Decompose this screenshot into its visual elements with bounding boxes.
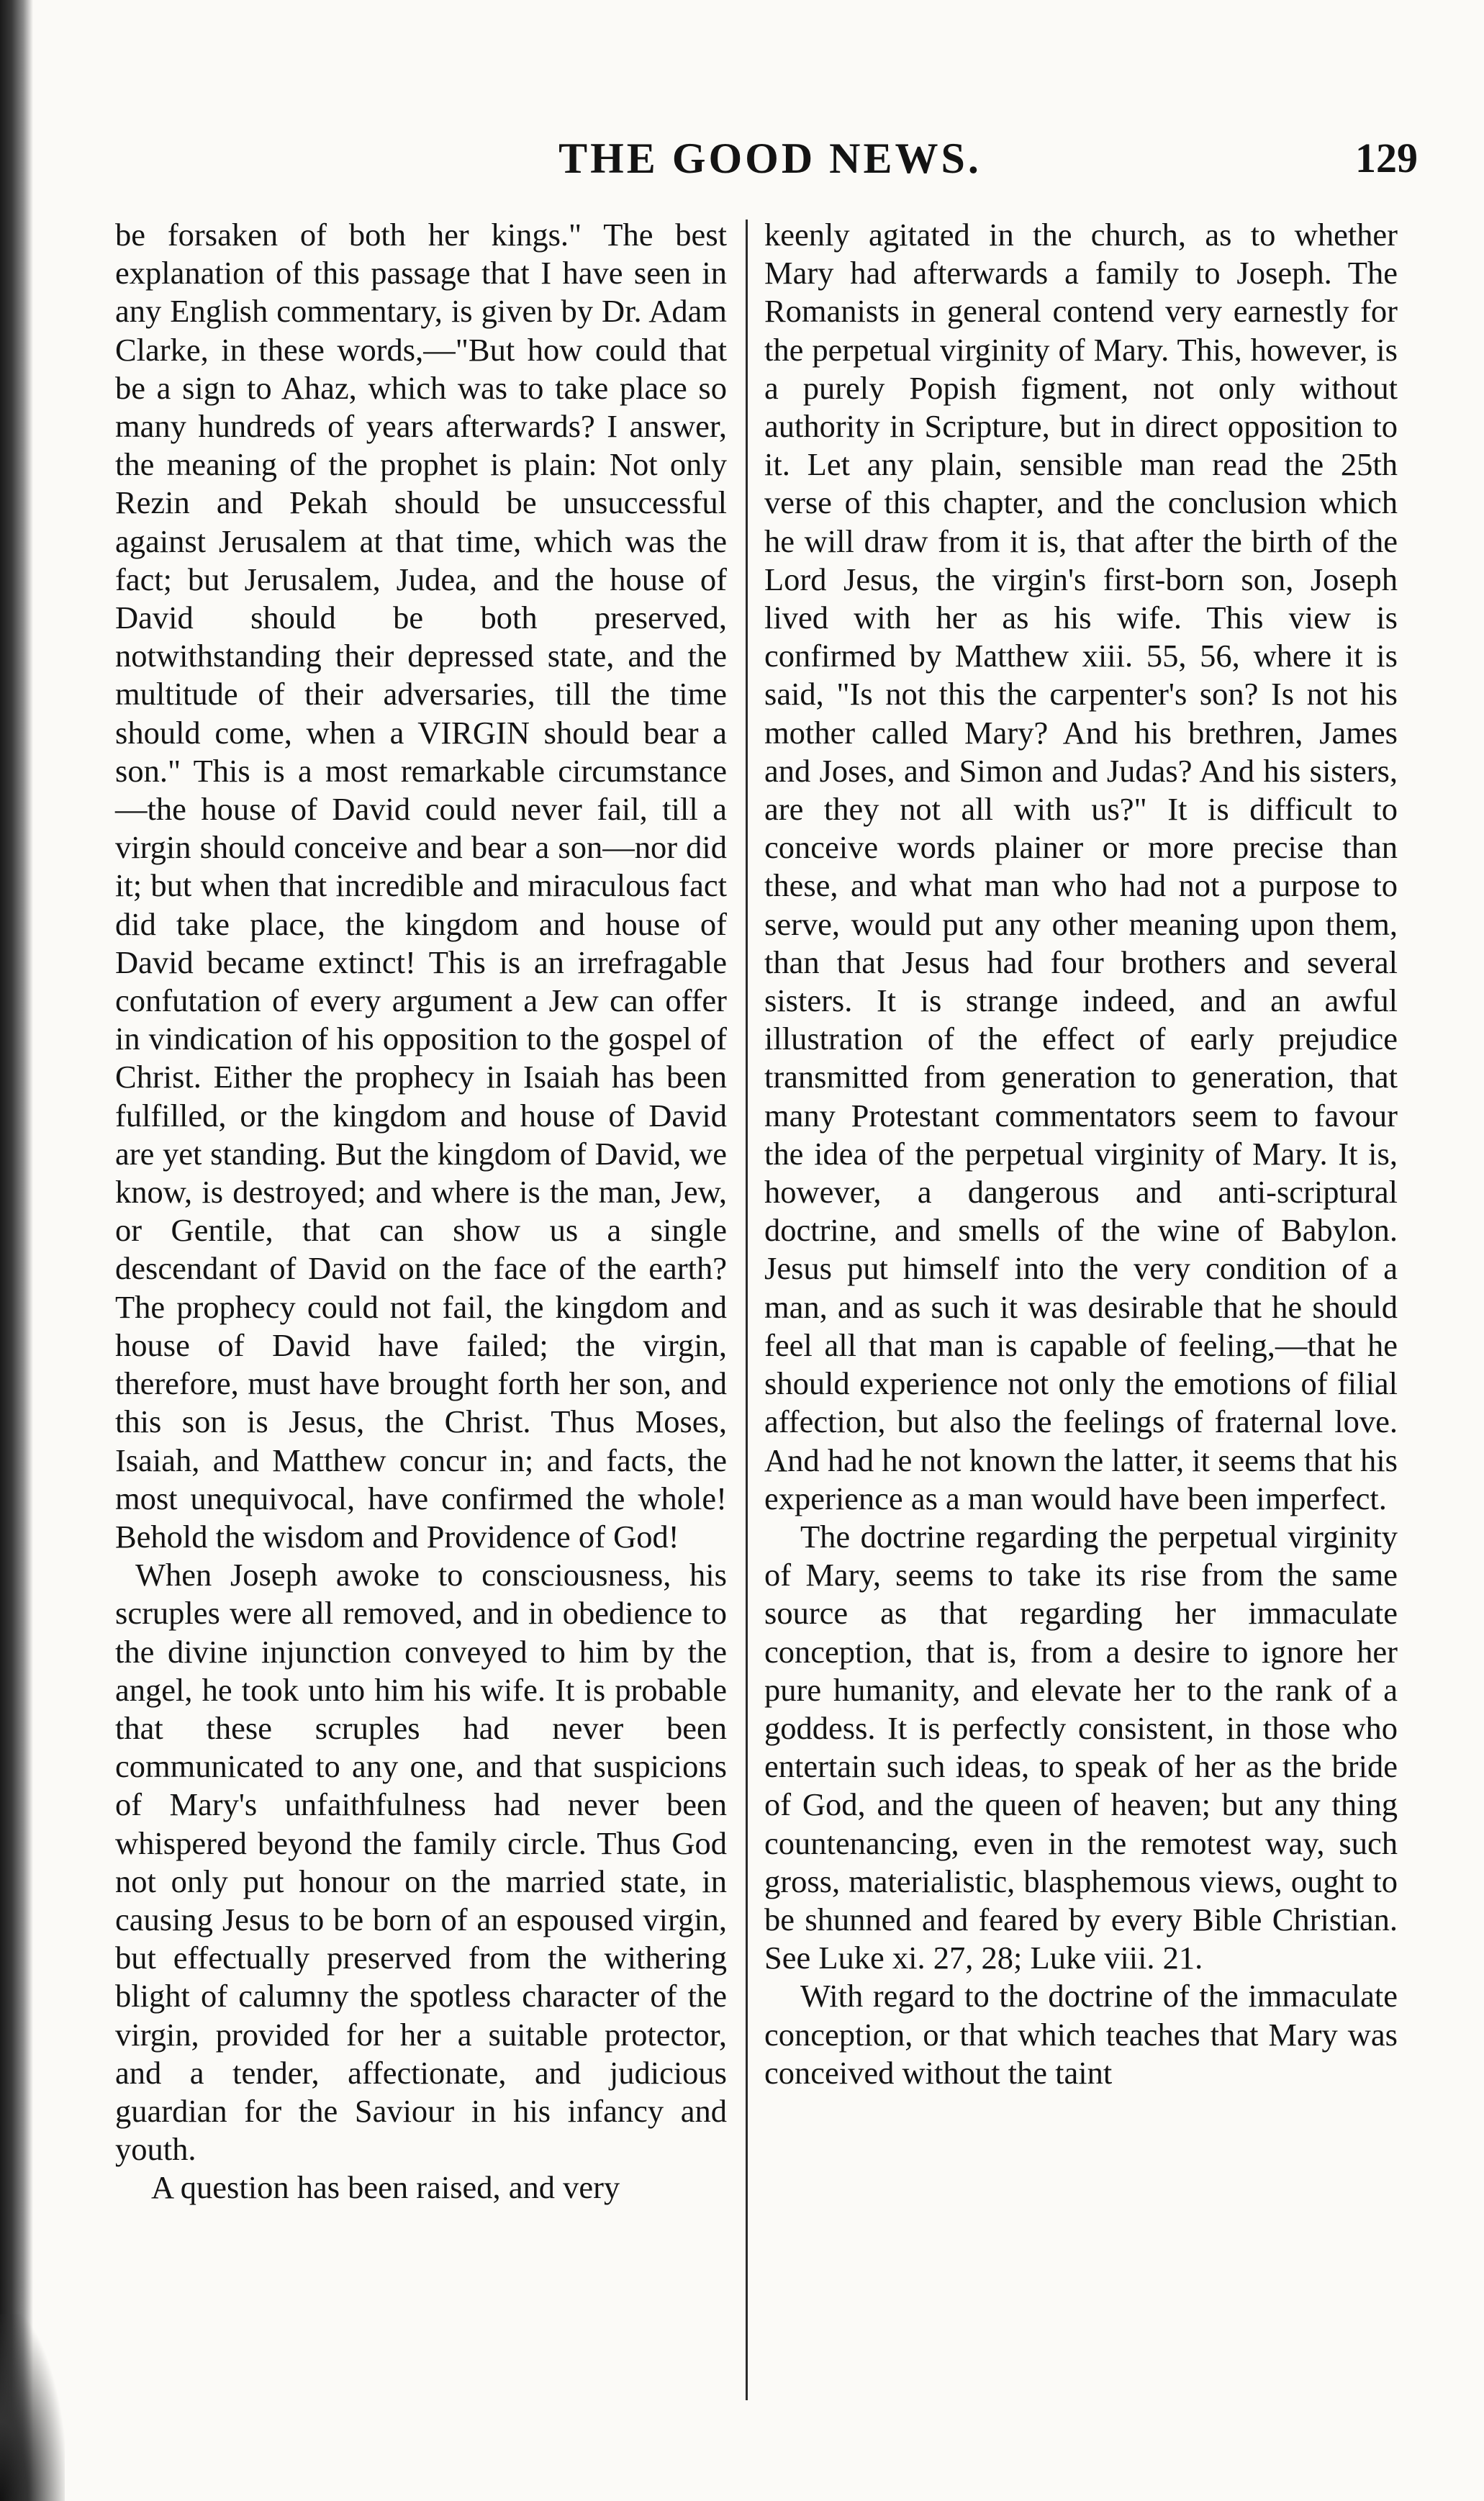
page-number: 129: [1355, 135, 1418, 181]
paragraph: The doctrine regarding the perpetual virginity of Mary, seems to take its rise from the same source as that regarding her immaculate conception, that is, from a desire to ignore her pure humanity, and elevate her to the rank of a goddess. It is perfectly consistent, in those who entertain such ideas, to speak of her as the bride of God, and the queen of heaven; but any thing countenancing, even in the remotest way, such gross, materialistic, blasphemous views, ought to be shunned and feared by every Bible Christian. See Luke xi. 27, 28; Luke viii. 21.: [764, 1518, 1398, 1976]
running-title: THE GOOD NEWS.: [558, 135, 982, 182]
page-header: [108, 134, 1432, 191]
column-divider: [746, 220, 748, 2400]
left-column: [115, 216, 727, 2375]
paragraph: With regard to the doctrine of the immaculate conception, or that which teaches that Mary was conceived without the taint: [764, 1978, 1398, 2091]
page-binding-shadow: [0, 0, 33, 2501]
page-corner-shadow: [0, 2314, 65, 2501]
paragraph: keenly agitated in the church, as to whether Mary had afterwards a family to Joseph. The Romanists in general contend very earnestly for the perpetual virginity of Mary. This, however, is a purely Popish figment, not only without authority in Scripture, but in direct opposition to it. Let any plain, sensible man read the 25th verse of this chapter, and the conclusion which he will draw from it is, that after the birth of the Lord Jesus, the virgin's first-born son, Joseph lived with her as his wife. This view is confirmed by Matthew xiii. 55, 56, where it is said, "Is not this the carpenter's son? Is not his mother called Mary? And his brethren, James and Joses, and Simon and Judas? And his sisters, are they not all with us?" It is difficult to conceive words plainer or more precise than these, and what man who had not a purpose to serve, would put any other meaning upon them, than that Jesus had four brothers and several sisters. It is strange indeed, and an awful illustration of the effect of early prejudice transmitted from generation to generation, that many Protestant commentators seem to favour the idea of the perpetual virginity of Mary. It is, however, a dangerous and anti-scriptural doctrine, and smells of the wine of Babylon. Jesus put himself into the very condition of a man, and as such it was desirable that he should feel all that man is capable of feeling,—that he should experience not only the emotions of filial affection, but also the feelings of fraternal love. And had he not known the latter, it seems that his experience as a man would have been imperfect.: [764, 217, 1398, 1516]
paragraph: When Joseph awoke to consciousness, his scruples were all removed, and in obedience to the divine injunction conveyed to him by the angel, he took unto him his wife. It is probable that these scruples had never been communicated to any one, and that suspicions of Mary's unfaithfulness had never been whispered beyond the family circle. Thus God not only put honour on the married state, in causing Jesus to be born of an espoused virgin, but effectually preserved from the withering blight of calumny the spotless character of the virgin, provided for her a suitable protector, and a tender, affectionate, and judicious guardian for the Saviour in his infancy and youth.: [115, 1557, 727, 2168]
right-column: [764, 216, 1398, 2375]
paragraph: be forsaken of both her kings." The best explanation of this passage that I have seen in any English commentary, is given by Dr. Adam Clarke, in these words,—"But how could that be a sign to Ahaz, which was to take place so many hundreds of years afterwards? I answer, the meaning of the prophet is plain: Not only Rezin and Pekah should be unsuccessful against Jerusalem at that time, which was the fact; but Jerusalem, Judea, and the house of David should be both preserved, notwithstanding their depressed state, and the multitude of their adversaries, till the time should come, when a VIRGIN should bear a son." This is a most remarkable circumstance—the house of David could never fail, till a virgin should conceive and bear a son—nor did it; but when that incredible and miraculous fact did take place, the kingdom and house of David became extinct! This is an irrefragable confutation of every argument a Jew can offer in vindication of his opposition to the gospel of Christ. Either the prophecy in Isaiah has been fulfilled, or the kingdom and house of David are yet standing. But the kingdom of David, we know, is destroyed; and where is the man, Jew, or Gentile, that can show us a single descendant of David on the face of the earth? The prophecy could not fail, the kingdom and house of David have failed; the virgin, therefore, must have brought forth her son, and this son is Jesus, the Christ. Thus Moses, Isaiah, and Matthew concur in; and facts, the most unequivocal, have confirmed the whole! Behold the wisdom and Providence of God!: [115, 217, 727, 1555]
paragraph: A question has been raised, and very: [151, 2169, 620, 2206]
